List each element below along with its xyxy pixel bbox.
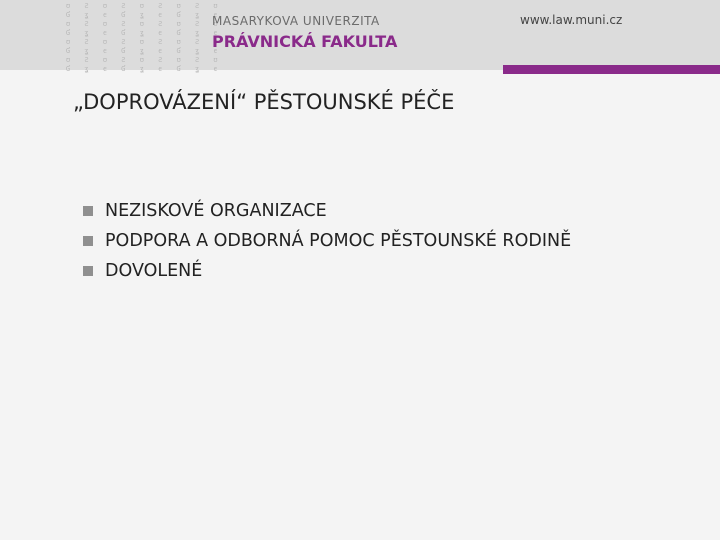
university-name: MASARYKOVA UNIVERZITA (212, 14, 380, 28)
pattern-row: Ɠ ʓ ϵ Ɠ ʓ ϵ Ɠ ʓ ϵ (66, 29, 223, 37)
accent-bar (503, 65, 720, 74)
bullet-text: PODPORA A ODBORNÁ POMOC PĚSTOUNSKÉ RODINĚ (105, 231, 572, 251)
faculty-name: PRÁVNICKÁ FAKULTA (212, 32, 398, 51)
square-bullet-icon (83, 206, 93, 216)
pattern-row: ʊ Ƨ ʊ Ƨ ʊ Ƨ ʊ Ƨ ʊ (66, 2, 223, 10)
pattern-row: ʊ Ƨ ʊ Ƨ ʊ Ƨ ʊ Ƨ ʊ (66, 56, 223, 64)
website-url[interactable]: www.law.muni.cz (520, 13, 623, 27)
list-item (83, 226, 571, 256)
logo-pattern (66, 0, 223, 73)
pattern-row: Ɠ ʓ ϵ Ɠ ʓ ϵ Ɠ ʓ ϵ (66, 65, 223, 73)
slide-title: „DOPROVÁZENÍ“ PĚSTOUNSKÉ PÉČE (73, 90, 455, 114)
pattern-row: ʊ Ƨ ʊ Ƨ ʊ Ƨ ʊ Ƨ ʊ (66, 20, 223, 28)
bullet-text: DOVOLENÉ (105, 261, 203, 281)
bullet-text: NEZISKOVÉ ORGANIZACE (105, 201, 327, 221)
pattern-row: Ɠ ʓ ϵ Ɠ ʓ ϵ Ɠ ʓ ϵ (66, 47, 223, 55)
pattern-row: Ɠ ʓ ϵ Ɠ ʓ ϵ Ɠ ʓ ϵ (66, 11, 223, 19)
list-item (83, 256, 571, 286)
list-item (83, 196, 571, 226)
square-bullet-icon (83, 236, 93, 246)
pattern-row: ʊ Ƨ ʊ Ƨ ʊ Ƨ ʊ Ƨ ʊ (66, 38, 223, 46)
bullet-list (83, 196, 571, 286)
square-bullet-icon (83, 266, 93, 276)
